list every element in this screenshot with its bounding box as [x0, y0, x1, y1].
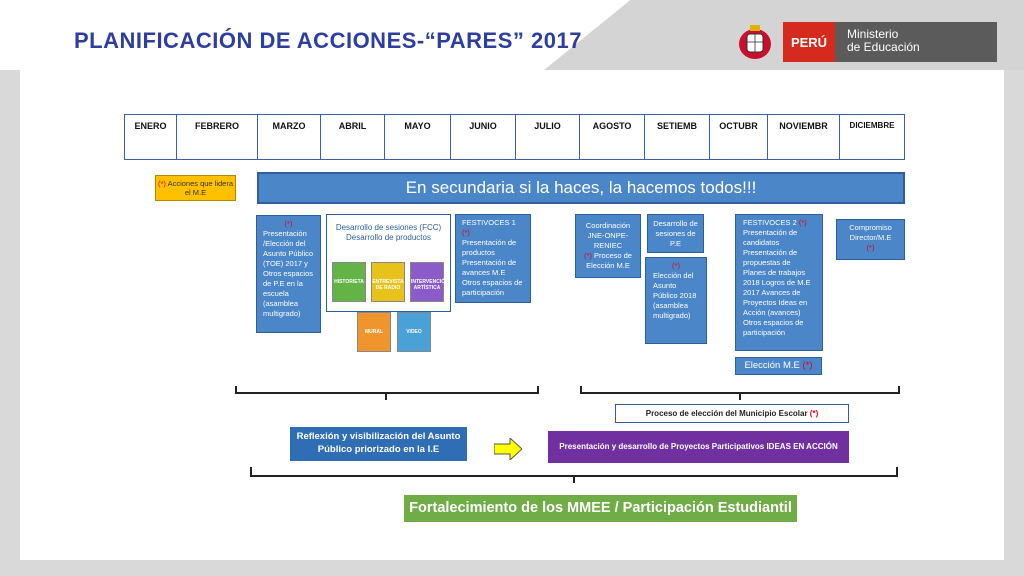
month-cell: OCTUBR	[710, 115, 768, 159]
month-cell: FEBRERO	[177, 115, 258, 159]
fortalecimiento-banner: Fortalecimiento de los MMEE / Participación Estudiantil	[404, 495, 797, 522]
festivoces2-box	[735, 214, 823, 351]
month-cell: SETIEMB	[645, 115, 710, 159]
month-timeline	[124, 114, 905, 160]
proceso-mark: (*)	[809, 409, 819, 418]
arrow-right-icon	[494, 438, 522, 460]
festivoces2-text: Presentación de candidatos Presentación de propuestas de Planes de trabajos 2018 Logros de M.E 2017 Avances de Proyectos Ideas en Acción (avances) Otros espacios de participación	[743, 228, 811, 337]
bracket-tick	[573, 475, 575, 483]
month-cell: DICIEMBRE	[849, 121, 895, 130]
fcc-line1: Desarrollo de sesiones (FCC)	[335, 223, 442, 232]
book-entrevista: ENTREVISTA DE RADIO	[371, 262, 405, 302]
month-cell: ABRIL	[321, 115, 385, 159]
festivoces1-text: Presentación de productos Presentación de avances M.E Otros espacios de participación	[462, 238, 523, 297]
book-video: VIDEO	[397, 312, 431, 352]
month-cell: JUNIO	[451, 115, 516, 159]
eleccion-me-mark: (*)	[802, 360, 813, 371]
eleccion-ap-box	[645, 257, 707, 344]
month-cell: ENERO	[125, 115, 177, 159]
ideas-en-accion-box: Presentación y desarrollo de Proyectos Participativos IDEAS EN ACCIÓN	[548, 431, 849, 463]
month-cell: AGOSTO	[580, 115, 645, 159]
proceso-text: Proceso de elección del Municipio Escolar	[645, 409, 808, 418]
festivoces2-head: FESTIVOCES 2	[743, 218, 797, 227]
ministry-logo	[835, 22, 997, 62]
bracket-tick	[385, 392, 387, 400]
coord-text2: Proceso de Elección M.E	[586, 251, 632, 270]
festivoces1-box	[455, 214, 531, 303]
book-mural: MURAL	[357, 312, 391, 352]
compromiso-mark: (*)	[866, 243, 875, 252]
legend-mark: (*)	[157, 179, 166, 188]
festivoces1-mark: (*)	[462, 228, 470, 237]
ministry-line1: Ministerio	[847, 27, 899, 41]
page-title: PLANIFICACIÓN DE ACCIONES-“PARES” 2017	[74, 28, 582, 53]
reflexion-box: Reflexión y visibilización del Asunto Público priorizado en la I.E	[290, 427, 467, 461]
festivoces2-mark: (*)	[798, 218, 807, 227]
peru-brand-logo: PERÚ	[783, 22, 835, 62]
toe-text: Presentación /Elección del Asunto Público (TOE) 2017 y Otros espacios de P.E en la escuela (asamblea multigrado)	[263, 229, 314, 318]
festivoces1-head: FESTIVOCES 1	[462, 218, 516, 227]
eleccion-ap-text: Elección del Asunto Público 2018 (asamblea multigrado)	[653, 271, 697, 320]
compromiso-text: Compromiso Director/M.E	[849, 223, 892, 242]
month-cell: MARZO	[258, 115, 321, 159]
coord-text: Coordinación JNE-ONPE-RENIEC	[585, 221, 631, 250]
month-cell: JULIO	[516, 115, 580, 159]
bracket-first-half	[235, 386, 539, 394]
toe-mark: (*)	[284, 219, 293, 228]
ministry-line2: de Educación	[847, 40, 920, 54]
desarrollo-pe-box: Desarrollo de sesiones de P.E	[647, 214, 704, 253]
eleccion-ap-mark: (*)	[672, 261, 680, 270]
month-cell: NOVIEMBR	[768, 115, 840, 159]
fcc-line2: Desarrollo de productos	[346, 233, 431, 242]
legend-box	[155, 175, 236, 201]
eleccion-me-box	[735, 357, 822, 375]
eleccion-me-text: Elección M.E	[744, 360, 800, 371]
bracket-tick	[739, 392, 741, 400]
month-cell: MAYO	[385, 115, 451, 159]
coord-mark: (*)	[584, 251, 592, 260]
compromiso-box	[836, 219, 905, 260]
toe-box	[256, 215, 321, 333]
peru-coat-of-arms-icon	[733, 22, 777, 62]
slogan-banner: En secundaria si la haces, la hacemos todos!!!	[257, 172, 905, 204]
book-intervencion: INTERVENCIÓN ARTÍSTICA	[410, 262, 444, 302]
legend-text: Acciones que lidera el M.E	[167, 179, 234, 197]
proceso-eleccion-box	[615, 404, 849, 423]
book-historieta: HISTORIETA	[332, 262, 366, 302]
coordinacion-box	[575, 214, 641, 278]
